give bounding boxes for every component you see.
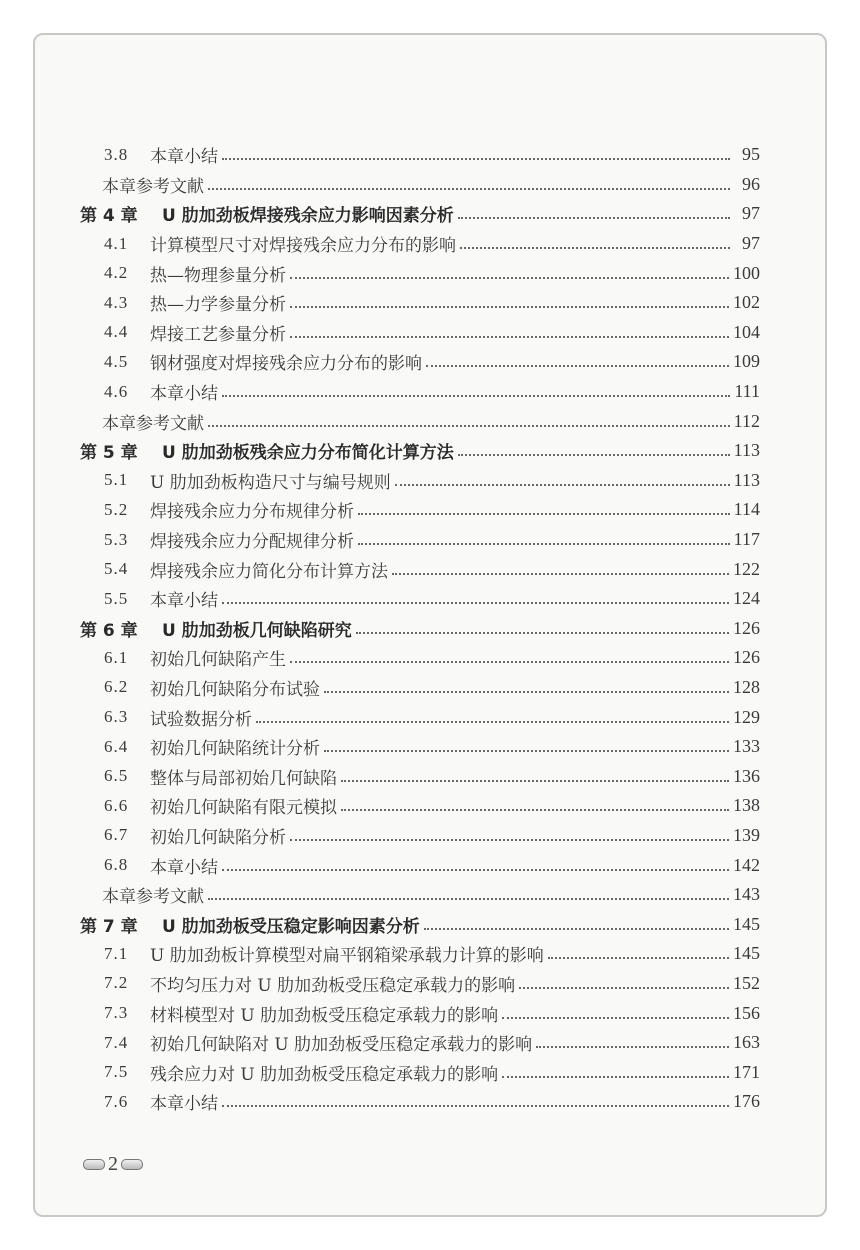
entry-page-number: 163	[733, 1032, 760, 1053]
dot-leader	[208, 187, 730, 190]
dot-leader	[290, 335, 729, 338]
entry-number: 6.2	[104, 677, 129, 697]
entry-title: U 肋加劲板计算模型对扁平钢箱梁承载力计算的影响	[150, 946, 544, 967]
entry-page-number: 111	[734, 381, 760, 402]
dot-leader	[222, 157, 730, 160]
toc-section-entry	[80, 229, 760, 259]
toc-section-entry	[80, 495, 760, 525]
entry-page-number: 124	[733, 588, 760, 609]
entry-number: 7.2	[104, 973, 129, 993]
entry-page-number: 126	[733, 617, 760, 638]
entry-number: 6.8	[104, 855, 129, 875]
entry-number: 第 7 章	[80, 916, 138, 937]
entry-number: 第 6 章	[80, 620, 138, 641]
toc-chapter-entry	[80, 614, 760, 644]
entry-page-number: 138	[733, 795, 760, 816]
entry-title: 试验数据分析	[150, 709, 252, 730]
toc-section-entry	[80, 318, 760, 348]
entry-title: 焊接工艺参量分析	[150, 324, 286, 345]
entry-number: 4.2	[104, 263, 129, 283]
entry-number: 6.5	[104, 766, 129, 786]
entry-number: 5.2	[104, 499, 129, 519]
entry-title: 本章参考文献	[102, 887, 204, 908]
toc-section-entry	[80, 969, 760, 999]
entry-number: 7.5	[104, 1062, 129, 1082]
toc-section-entry	[80, 584, 760, 614]
toc-chapter-entry	[80, 199, 760, 229]
toc-section-entry	[80, 347, 760, 377]
dot-leader	[536, 1045, 729, 1048]
toc-section-entry	[80, 288, 760, 318]
toc-section-entry	[80, 140, 760, 170]
entry-number: 5.4	[104, 559, 129, 579]
entry-title: 整体与局部初始几何缺陷	[150, 768, 337, 789]
toc-section-entry	[80, 1087, 760, 1117]
dot-leader	[208, 424, 730, 427]
dot-leader	[458, 453, 730, 456]
page-number: 2	[108, 1153, 118, 1175]
left-ornament-icon	[83, 1159, 105, 1170]
entry-title: U 肋加劲板构造尺寸与编号规则	[150, 472, 391, 493]
entry-number: 4.3	[104, 292, 129, 312]
toc-references-entry	[80, 406, 760, 436]
entry-page-number: 136	[733, 765, 760, 786]
entry-page-number: 142	[733, 854, 760, 875]
entry-number: 3.8	[104, 144, 129, 164]
entry-number: 5.1	[104, 470, 129, 490]
toc-section-entry	[80, 554, 760, 584]
dot-leader	[222, 601, 729, 604]
entry-page-number: 122	[733, 558, 760, 579]
dot-leader	[222, 1104, 729, 1107]
dot-leader	[358, 542, 730, 545]
dot-leader	[502, 1075, 729, 1078]
dot-leader	[548, 956, 729, 959]
entry-page-number: 171	[733, 1061, 760, 1082]
entry-page-number: 113	[733, 440, 760, 461]
table-of-contents	[80, 140, 760, 1117]
dot-leader	[324, 690, 729, 693]
toc-section-entry	[80, 998, 760, 1028]
toc-section-entry	[80, 377, 760, 407]
entry-number: 6.6	[104, 795, 129, 815]
right-ornament-icon	[121, 1159, 143, 1170]
entry-page-number: 145	[733, 943, 760, 964]
toc-section-entry	[80, 466, 760, 496]
entry-number: 7.3	[104, 1003, 129, 1023]
entry-title: U 肋加劲板几何缺陷研究	[162, 620, 352, 641]
entry-page-number: 104	[733, 321, 760, 342]
toc-section-entry	[80, 643, 760, 673]
entry-title: 计算模型尺寸对焊接残余应力分布的影响	[150, 236, 456, 257]
dot-leader	[392, 572, 729, 575]
entry-title: 本章小结	[150, 384, 218, 405]
entry-title: 初始几何缺陷对 U 肋加劲板受压稳定承载力的影响	[150, 1035, 533, 1056]
entry-page-number: 114	[733, 499, 760, 520]
entry-title: 本章参考文献	[102, 413, 204, 434]
entry-page-number: 152	[733, 972, 760, 993]
entry-page-number: 97	[742, 203, 760, 224]
entry-page-number: 100	[733, 262, 760, 283]
dot-leader	[502, 1016, 729, 1019]
dot-leader	[395, 483, 730, 486]
toc-section-entry	[80, 525, 760, 555]
entry-number: 7.6	[104, 1091, 129, 1111]
entry-number: 6.3	[104, 707, 129, 727]
toc-section-entry	[80, 791, 760, 821]
entry-title: 钢材强度对焊接残余应力分布的影响	[150, 354, 422, 375]
entry-title: 本章小结	[150, 857, 218, 878]
dot-leader	[222, 394, 730, 397]
entry-title: U 肋加劲板受压稳定影响因素分析	[162, 916, 420, 937]
entry-number: 6.7	[104, 825, 129, 845]
entry-page-number: 143	[733, 884, 760, 905]
toc-section-entry	[80, 939, 760, 969]
entry-title: U 肋加劲板残余应力分布简化计算方法	[162, 443, 454, 464]
dot-leader	[358, 512, 730, 515]
entry-number: 5.3	[104, 529, 129, 549]
toc-section-entry	[80, 1057, 760, 1087]
dot-leader	[290, 276, 729, 279]
toc-section-entry	[80, 702, 760, 732]
entry-number: 6.4	[104, 736, 129, 756]
dot-leader	[341, 808, 729, 811]
dot-leader	[222, 868, 729, 871]
dot-leader	[458, 216, 730, 219]
entry-number: 4.6	[104, 381, 129, 401]
dot-leader	[424, 927, 729, 930]
dot-leader	[290, 660, 729, 663]
toc-section-entry	[80, 821, 760, 851]
toc-section-entry	[80, 732, 760, 762]
entry-number: 6.1	[104, 647, 129, 667]
toc-section-entry	[80, 850, 760, 880]
entry-page-number: 109	[733, 351, 760, 372]
dot-leader	[460, 246, 730, 249]
entry-title: 初始几何缺陷统计分析	[150, 739, 320, 760]
entry-title: 热—物理参量分析	[150, 265, 286, 286]
entry-title: 初始几何缺陷分析	[150, 827, 286, 848]
entry-title: 焊接残余应力分布规律分析	[150, 502, 354, 523]
entry-number: 第 5 章	[80, 443, 138, 464]
entry-title: 初始几何缺陷分布试验	[150, 679, 320, 700]
dot-leader	[356, 631, 729, 634]
dot-leader	[341, 779, 729, 782]
dot-leader	[426, 364, 729, 367]
entry-page-number: 97	[742, 233, 760, 254]
entry-number: 4.1	[104, 233, 129, 253]
entry-title: 不均匀压力对 U 肋加劲板受压稳定承载力的影响	[150, 975, 516, 996]
entry-number: 4.5	[104, 351, 129, 371]
dot-leader	[290, 305, 729, 308]
page-footer	[80, 1153, 146, 1176]
entry-title: 本章参考文献	[102, 176, 204, 197]
toc-chapter-entry	[80, 436, 760, 466]
entry-page-number: 128	[733, 676, 760, 697]
entry-title: 本章小结	[150, 147, 218, 168]
entry-page-number: 96	[742, 173, 760, 194]
entry-page-number: 102	[733, 292, 760, 313]
entry-page-number: 133	[733, 736, 760, 757]
toc-section-entry	[80, 258, 760, 288]
dot-leader	[256, 720, 729, 723]
toc-chapter-entry	[80, 909, 760, 939]
entry-number: 4.4	[104, 322, 129, 342]
dot-leader	[324, 749, 729, 752]
entry-page-number: 176	[733, 1091, 760, 1112]
entry-title: 材料模型对 U 肋加劲板受压稳定承载力的影响	[150, 1005, 499, 1026]
entry-page-number: 139	[733, 824, 760, 845]
dot-leader	[519, 986, 729, 989]
entry-title: 本章小结	[150, 591, 218, 612]
entry-title: 初始几何缺陷产生	[150, 650, 286, 671]
dot-leader	[208, 897, 729, 900]
entry-title: 热—力学参量分析	[150, 295, 286, 316]
entry-number: 第 4 章	[80, 206, 138, 227]
entry-number: 7.4	[104, 1032, 129, 1052]
entry-title: 焊接残余应力简化分布计算方法	[150, 561, 388, 582]
toc-references-entry	[80, 170, 760, 200]
toc-section-entry	[80, 1028, 760, 1058]
entry-page-number: 126	[733, 647, 760, 668]
dot-leader	[290, 838, 729, 841]
entry-page-number: 112	[733, 410, 760, 431]
entry-title: 初始几何缺陷有限元模拟	[150, 798, 337, 819]
entry-page-number: 117	[733, 529, 760, 550]
entry-page-number: 145	[733, 913, 760, 934]
entry-number: 5.5	[104, 588, 129, 608]
toc-section-entry	[80, 673, 760, 703]
entry-title: 残余应力对 U 肋加劲板受压稳定承载力的影响	[150, 1064, 499, 1085]
entry-number: 7.1	[104, 943, 129, 963]
entry-title: 本章小结	[150, 1094, 218, 1115]
entry-page-number: 156	[733, 1002, 760, 1023]
entry-title: 焊接残余应力分配规律分析	[150, 532, 354, 553]
entry-title: U 肋加劲板焊接残余应力影响因素分析	[162, 206, 454, 227]
toc-references-entry	[80, 880, 760, 910]
entry-page-number: 95	[742, 144, 760, 165]
entry-page-number: 113	[733, 469, 760, 490]
entry-page-number: 129	[733, 706, 760, 727]
toc-section-entry	[80, 761, 760, 791]
